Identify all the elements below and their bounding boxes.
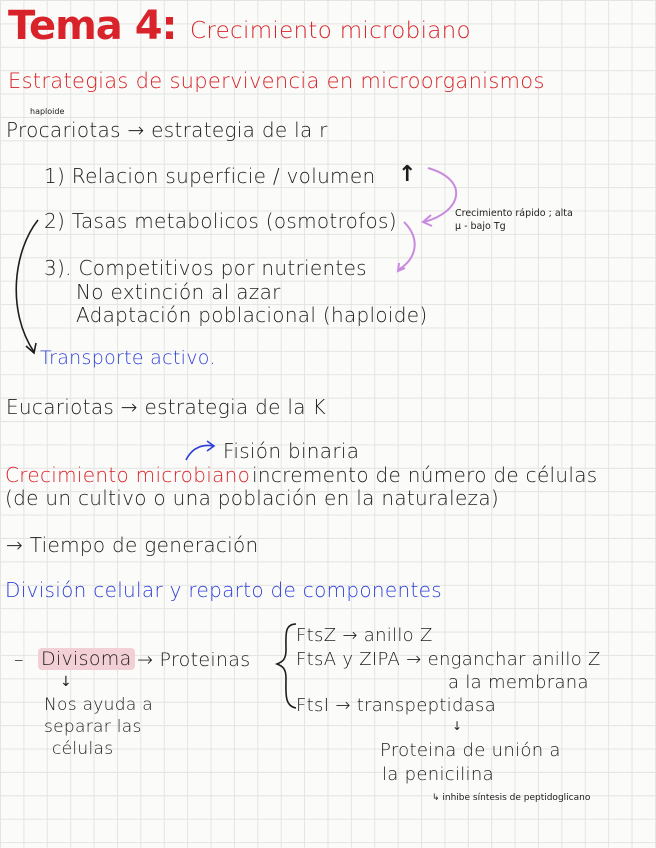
active-transport: Transporte activo. xyxy=(40,347,216,369)
black-arrowhead-transport xyxy=(26,343,36,353)
growth-term: Crecimiento microbiano xyxy=(5,463,251,487)
division-heading: División celular y reparto de componentes xyxy=(5,578,442,602)
pbp-line-1: Proteina de unión a xyxy=(380,740,561,761)
item-no-extinction: No extinción al azar xyxy=(76,280,281,304)
item-surface-volume: 1) Relacion superficie / volumen xyxy=(44,164,376,188)
divisome-dash: – xyxy=(14,649,24,671)
purple-arrowhead-lower xyxy=(398,263,405,271)
ftsa-line-2: a la membrana xyxy=(448,672,589,693)
fts-brace xyxy=(277,624,296,708)
ftsz-line: FtsZ → anillo Z xyxy=(296,625,433,646)
blue-arrowhead-fission xyxy=(207,441,214,451)
binary-fission: Fisión binaria xyxy=(223,439,360,463)
divisome-highlight: Divisoma xyxy=(38,648,135,670)
divisome-proteins: → Proteinas xyxy=(137,649,251,671)
side-note-low-tg: μ - bajo Tg xyxy=(455,221,506,232)
black-arrow-transport xyxy=(16,220,38,352)
purple-arrowhead-upper xyxy=(423,215,432,226)
pbp-line-2: la penicilina xyxy=(382,764,494,785)
item-metabolic-rates: 2) Tasas metabolicos (osmotrofos) xyxy=(44,209,397,233)
item-competitive: 3). Competitivos por nutrientes xyxy=(44,256,367,280)
haploid-note: haploide xyxy=(30,107,65,116)
ftsi-down-arrow-icon: ↓ xyxy=(452,719,463,733)
side-note-fast-growth: Crecimiento rápido ; alta xyxy=(455,208,573,219)
generation-time: → Tiempo de generación xyxy=(6,533,259,557)
up-arrow-icon: ↑ xyxy=(398,162,417,187)
helps-line-1: Nos ayuda a xyxy=(44,695,153,715)
ftsi-line: FtsI → transpeptidasa xyxy=(296,695,497,716)
page-subtitle: Crecimiento microbiano xyxy=(190,18,471,44)
blue-arrow-fission xyxy=(186,446,214,460)
item-population-adaptation: Adaptación poblacional (haploide) xyxy=(76,303,428,327)
inhibit-note: ↳ inhibe síntesis de peptidoglicano xyxy=(432,793,591,803)
growth-definition-1: incremento de número de células xyxy=(252,463,598,487)
strategies-heading: Estrategias de supervivencia en microorganismos xyxy=(8,69,545,93)
page-title: Tema 4: xyxy=(8,3,177,49)
helps-line-2: separar las xyxy=(44,717,142,737)
ftsa-line: FtsA y ZIPA → enganchar anillo Z xyxy=(296,649,601,670)
purple-arrow-lower xyxy=(398,222,415,270)
divisome-term xyxy=(38,650,135,669)
purple-arrow-upper xyxy=(424,168,456,222)
eukaryotes-line: Eucariotas → estrategia de la K xyxy=(6,395,326,419)
down-arrow-icon: ↓ xyxy=(60,674,72,690)
growth-definition-2: (de un cultivo o una población en la naturaleza) xyxy=(5,486,499,510)
helps-line-3: células xyxy=(52,739,114,759)
prokaryotes-line: Procariotas → estrategia de la r xyxy=(6,118,328,142)
